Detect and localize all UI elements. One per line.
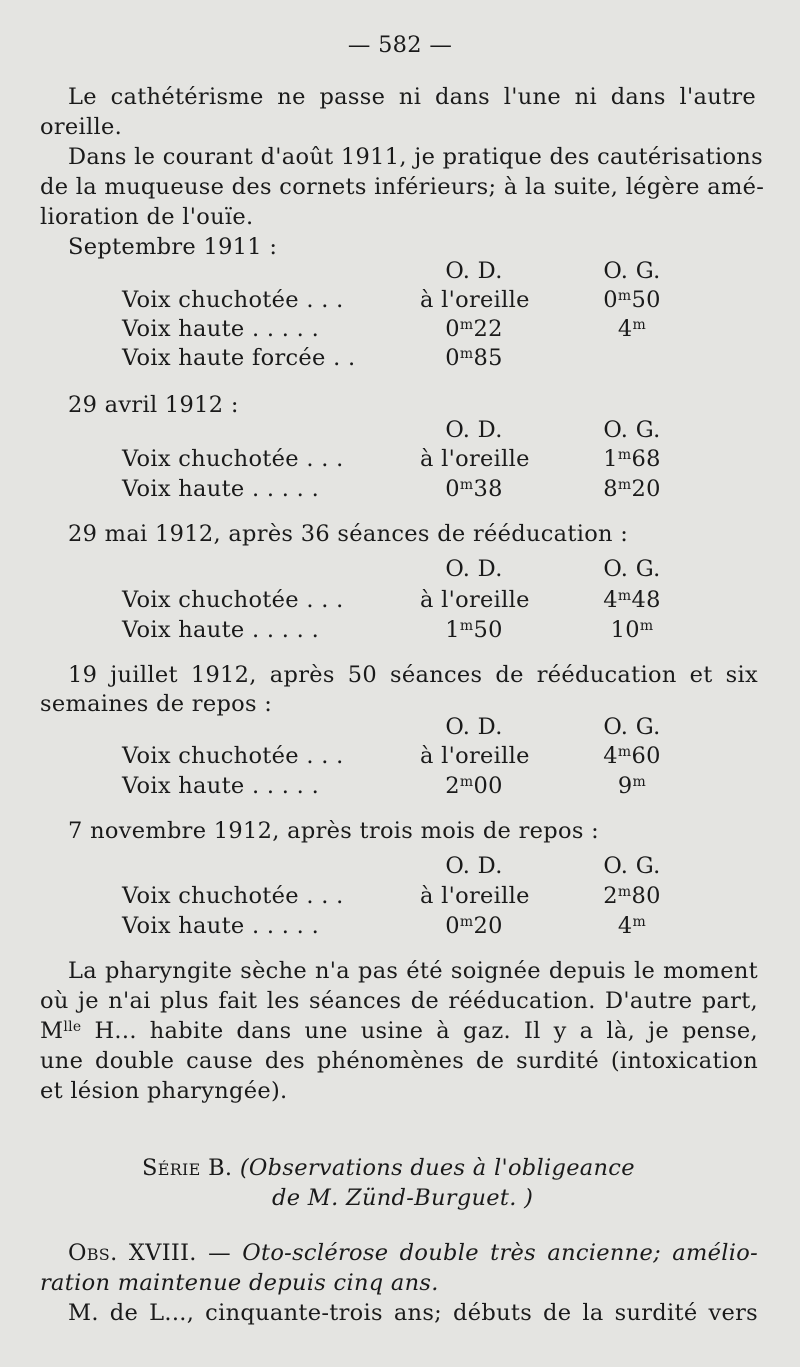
value-od: à l'oreille xyxy=(420,446,530,472)
section-date: 29 avril 1912 : xyxy=(68,392,239,418)
value-od: 0$^m$38 xyxy=(445,476,503,502)
column-header-od: O. D. xyxy=(445,853,503,879)
observation-body-line-1: M. de L..., cinquante-trois ans; débuts de la surdité vers xyxy=(68,1300,758,1326)
intro-line-2: oreille. xyxy=(40,114,123,140)
value-od: à l'oreille xyxy=(420,287,530,313)
section-date: 19 juillet 1912, après 50 séances de rééducation et six xyxy=(68,662,758,688)
observation-heading xyxy=(68,1240,758,1266)
value-od: 0$^m$22 xyxy=(445,316,503,342)
value-od: à l'oreille xyxy=(420,587,530,613)
observation-label: Obs. XVIII. — xyxy=(68,1240,231,1266)
value-og: 9$^m$ xyxy=(617,773,647,799)
observation-title: Oto-sclérose double très ancienne; amélio- xyxy=(242,1240,759,1266)
series-title-continued: de M. Zünd-Burguet. ) xyxy=(272,1185,534,1211)
column-header-og: O. G. xyxy=(603,556,661,582)
value-og: 4$^m$48 xyxy=(603,587,661,613)
value-og: 4$^m$60 xyxy=(603,743,661,769)
value-og: 0$^m$50 xyxy=(603,287,661,313)
value-od: 2$^m$00 xyxy=(445,773,503,799)
column-header-od: O. D. xyxy=(445,714,503,740)
value-od: 1$^m$50 xyxy=(445,617,503,643)
value-og: 2$^m$80 xyxy=(603,883,661,909)
row-label-loud: Voix haute . . . . . xyxy=(122,913,320,939)
intro-line-4: de la muqueuse des cornets inférieurs; à la suite, légère amé- xyxy=(40,174,765,200)
section-date: 29 mai 1912, après 36 séances de rééducation : xyxy=(68,521,629,547)
value-od: à l'oreille xyxy=(420,743,530,769)
column-header-og: O. G. xyxy=(603,853,661,879)
section-date: Septembre 1911 : xyxy=(68,234,278,260)
series-title: (Observations dues à l'obligeance xyxy=(239,1155,635,1181)
value-og: 4$^m$ xyxy=(617,316,647,342)
column-header-og: O. G. xyxy=(603,417,661,443)
page-number: — 582 — xyxy=(347,32,453,58)
value-og: 1$^m$68 xyxy=(603,446,661,472)
conclusion-line-4: une double cause des phénomènes de surdité (intoxication xyxy=(40,1048,758,1074)
value-og: 10$^m$ xyxy=(610,617,654,643)
row-label-loud: Voix haute . . . . . xyxy=(122,316,320,342)
column-header-od: O. D. xyxy=(445,417,503,443)
column-header-od: O. D. xyxy=(445,556,503,582)
value-og: 8$^m$20 xyxy=(603,476,661,502)
conclusion-line-1: La pharyngite sèche n'a pas été soignée depuis le moment xyxy=(68,958,758,984)
conclusion-line-5: et lésion pharyngée). xyxy=(40,1078,288,1104)
value-od: 0$^m$20 xyxy=(445,913,503,939)
column-header-og: O. G. xyxy=(603,714,661,740)
intro-line-3: Dans le courant d'août 1911, je pratique des cautérisations xyxy=(68,144,763,170)
row-label-whisper: Voix chuchotée . . . xyxy=(122,446,344,472)
section-date: 7 novembre 1912, après trois mois de repos : xyxy=(68,818,600,844)
row-label-whisper: Voix chuchotée . . . xyxy=(122,287,344,313)
row-label-loud: Voix haute . . . . . xyxy=(122,773,320,799)
row-label-whisper: Voix chuchotée . . . xyxy=(122,743,344,769)
intro-line-1: Le cathétérisme ne passe ni dans l'une ni dans l'autre xyxy=(68,84,756,110)
series-label: Série B. xyxy=(142,1155,233,1181)
section-date-continued: semaines de repos : xyxy=(40,691,273,717)
conclusion-line-2: où je n'ai plus fait les séances de rééducation. D'autre part, xyxy=(40,988,758,1014)
column-header-og: O. G. xyxy=(603,258,661,284)
row-label-forced: Voix haute forcée . . xyxy=(122,345,356,371)
row-label-whisper: Voix chuchotée . . . xyxy=(122,587,344,613)
value-od: à l'oreille xyxy=(420,883,530,909)
observation-title-continued: ration maintenue depuis cinq ans. xyxy=(40,1270,439,1296)
value-od: 0$^m$85 xyxy=(445,345,503,371)
series-heading xyxy=(142,1155,635,1181)
conclusion-line-3: $M^{lle}$ H... habite dans une usine à gaz. Il y a là, je pense, xyxy=(40,1018,758,1044)
row-label-loud: Voix haute . . . . . xyxy=(122,476,320,502)
intro-line-5: lioration de l'ouïe. xyxy=(40,204,254,230)
row-label-whisper: Voix chuchotée . . . xyxy=(122,883,344,909)
column-header-od: O. D. xyxy=(445,258,503,284)
row-label-loud: Voix haute . . . . . xyxy=(122,617,320,643)
value-og: 4$^m$ xyxy=(617,913,647,939)
